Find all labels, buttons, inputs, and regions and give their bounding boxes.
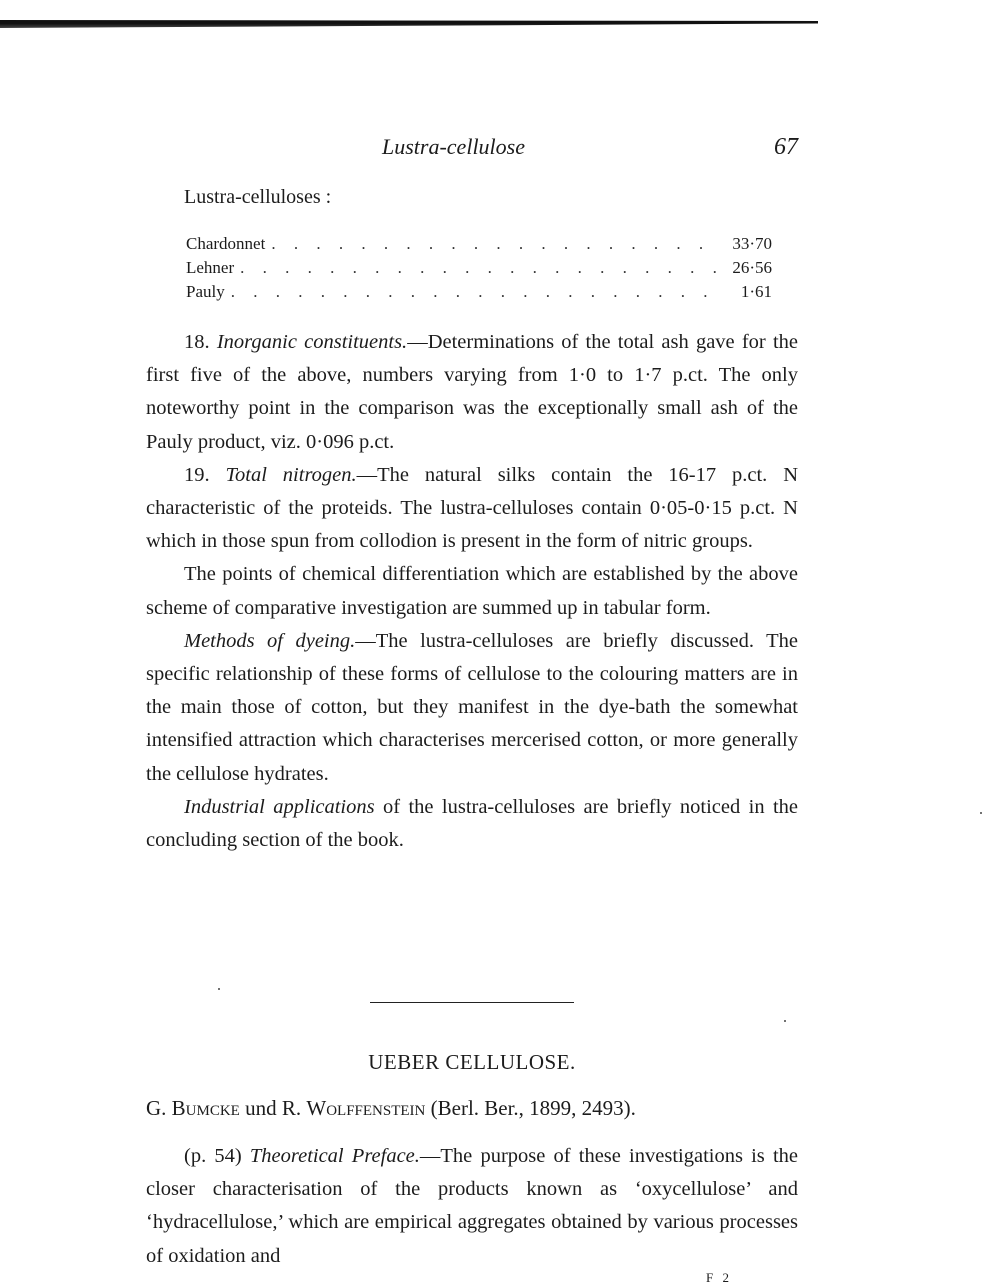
paragraph-summary: The points of chemical differentiation which are established by the above scheme of comparative investigation are summed up in tabular form.	[146, 563, 798, 619]
table-row	[186, 258, 772, 282]
author-initial: R.	[281, 1096, 302, 1120]
section-text: —The natural silks contain the 16-17 p.ct. N characteristic of the proteids. The lustra-celluloses contain 0·05-0·15 p.ct. N which in those spun from collodion is present in the form of nitric groups.	[146, 463, 798, 553]
section-text: —The purpose of these investigations is the closer characterisation of the products known as ‘oxycellulose’ and ‘hydracellulose,’ which are empirical aggregates obtained by various processes of oxidation and	[146, 1145, 798, 1267]
section-title: Theoretical Preface.	[249, 1145, 420, 1167]
page-header	[146, 134, 798, 166]
row-value: 33·70	[732, 234, 772, 253]
row-name: Pauly	[186, 282, 225, 301]
paragraph-inorganic	[146, 326, 798, 459]
conjunction: und	[245, 1096, 277, 1120]
paragraph-industrial	[146, 791, 798, 857]
section-title: Methods of dyeing.	[184, 629, 356, 652]
leader-dots	[265, 234, 722, 254]
scan-speck	[784, 1020, 786, 1022]
row-name: Lehner	[186, 258, 235, 277]
author-name: Wolffenstein	[306, 1096, 426, 1120]
running-title: Lustra-cellulose	[382, 134, 525, 159]
section-number: 18.	[184, 331, 210, 353]
leader-dots	[234, 258, 722, 278]
row-name: Chardonnet	[186, 234, 266, 253]
preface-text	[146, 1140, 798, 1273]
section-number: 19.	[184, 463, 210, 486]
section-text: —Determinations of the total ash gave for the first five of the above, numbers varying from 1·0 to 1·7 p.ct. The only noteworthy point in the comparison was the exceptionally small ash of the Pauly product, viz. 0·096 p.ct.	[146, 331, 798, 453]
scan-speck	[218, 988, 220, 990]
leader-dots	[225, 282, 722, 302]
author-initial: G.	[146, 1096, 167, 1120]
section-title: Total nitrogen.	[225, 463, 357, 486]
section-title: Industrial applications	[184, 795, 375, 818]
author-name: Bumcke	[171, 1096, 240, 1120]
table-row	[186, 234, 772, 258]
top-rule	[0, 18, 818, 28]
page-reference: (p. 54)	[184, 1145, 242, 1167]
section-text: —The lustra-celluloses are briefly discussed. The specific relationship of these forms of cellulose to the colouring matters are in the main those of cotton, but they manifest in the dye-bath the somewhat intensified attraction which characterises mercerised cotton, or more generally the cellulose hydrates.	[146, 629, 798, 785]
paragraph-dyeing	[146, 625, 798, 791]
list-heading: Lustra-celluloses :	[184, 186, 332, 208]
section-title: Inorganic constituents.	[216, 331, 408, 353]
scan-speck	[980, 812, 982, 814]
article-title: UEBER CELLULOSE.	[368, 1050, 576, 1074]
section-text: of the lustra-celluloses are briefly noticed in the concluding section of the book.	[146, 795, 799, 852]
row-value: 1·61	[740, 282, 772, 301]
citation	[146, 1096, 798, 1121]
row-value: 26·56	[732, 258, 772, 277]
page-number: 67	[774, 134, 798, 160]
citation-source: (Berl. Ber., 1899, 2493).	[430, 1096, 636, 1120]
table-row	[186, 282, 772, 306]
section-divider	[370, 1002, 574, 1003]
body-text	[146, 326, 798, 857]
signature-mark: F 2	[706, 1270, 732, 1285]
paragraph-nitrogen	[146, 459, 798, 559]
values-table	[186, 234, 772, 306]
paragraph-preface	[146, 1140, 798, 1273]
